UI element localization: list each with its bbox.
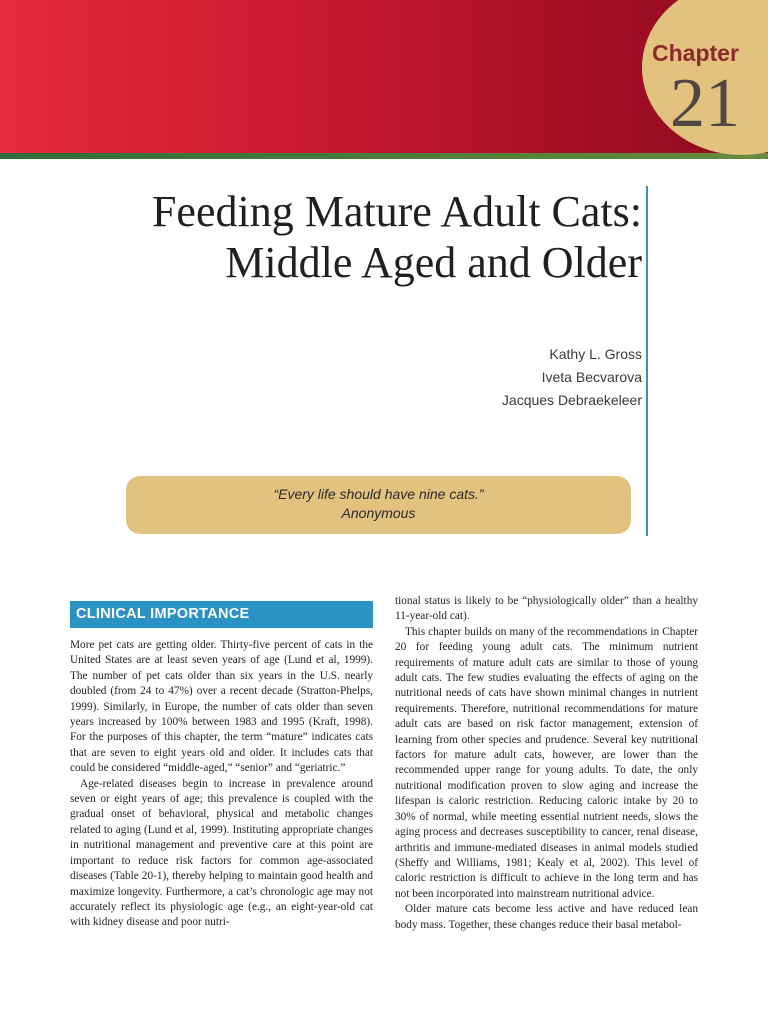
title-divider — [646, 186, 648, 536]
author-name: Kathy L. Gross — [549, 346, 642, 362]
page-title — [60, 186, 642, 288]
paragraph: tional status is likely to be “physiologically older” than a healthy 11-year-old cat). — [395, 595, 698, 623]
epigraph-box — [126, 476, 631, 534]
author-list — [360, 343, 642, 412]
body-column-left — [70, 638, 373, 931]
paragraph: More pet cats are getting older. Thirty-five percent of cats in the United States are at least seven years of age (Lund et al, 1999). The number of pet cats older than six years in the U.S. nearly doubled (from 24 to 47%) over a recent decade (Stratton-Phelps, 1999). Similarly, in Europe, the number of cats older than seven years increased by 100% between 1983 and 1995 (Kraft, 1998). For the purposes of this chapter, the term “mature” indicates cats that are seven to eight years old and older. It includes cats that could be considered “middle-aged,” “senior” and “geriatric.” — [70, 639, 373, 775]
title-line-2: Middle Aged and Older — [225, 238, 642, 287]
body-column-right — [395, 594, 698, 933]
chapter-label: Chapter — [652, 40, 739, 66]
section-heading: CLINICAL IMPORTANCE — [70, 601, 373, 628]
paragraph: Age-related diseases begin to increase in prevalence around seven or eight years of age; this prevalence is coupled with the gradual onset of behavioral, physical and metabolic changes related to aging (Lund et al, 1999). Instituting appropriate changes in nutritional management and preventive care at this point are important to reduce risk factors for common age-associated diseases (Table 20-1), thereby helping to maintain good health and maximize longevity. Furthermore, a cat’s chronologic age may not accurately reflect its physiologic age (e.g., an eight-year-old cat with kidney disease and poor nutri- — [70, 777, 373, 929]
epigraph-attribution: Anonymous — [341, 505, 416, 521]
chapter-number: 21 — [670, 65, 740, 142]
epigraph-quote: “Every life should have nine cats.” — [273, 486, 484, 502]
author-name: Iveta Becvarova — [541, 369, 642, 385]
title-line-1: Feeding Mature Adult Cats: — [151, 187, 642, 236]
paragraph: Older mature cats become less active and have reduced lean body mass. Together, these changes reduce their basal metabol- — [395, 903, 698, 931]
banner-stripe — [0, 153, 768, 159]
author-name: Jacques Debraekeleer — [501, 392, 642, 408]
paragraph: This chapter builds on many of the recommendations in Chapter 20 for feeding young adult cats. The minimum nutrient requirements of mature adult cats are similar to those of young adult cats. The few studies evaluating the effects of aging on the nutritional needs of cats have shown minimal changes in nutrient requirements. Therefore, nutritional recommendations for mature adult cats are based on risk factor management, extension of learning from other species and prudence. Several key nutritional factors for mature adult cats, however, are lower than the recommended upper range for young adults. To date, the only nutritional modification proven to slow aging and increase the lifespan is caloric restriction. Reducing caloric intake by 20 to 30% of normal, while meeting essential nutrient needs, slows the aging process and decreases susceptibility to cancer, renal disease, arthritis and immune-mediated diseases in animal models studied (Sheffy and Williams, 1981; Kealy et al, 2002). This level of caloric restriction is difficult to achieve in the long term and has not been incorporated into mainstream nutritional advice. — [395, 625, 698, 900]
